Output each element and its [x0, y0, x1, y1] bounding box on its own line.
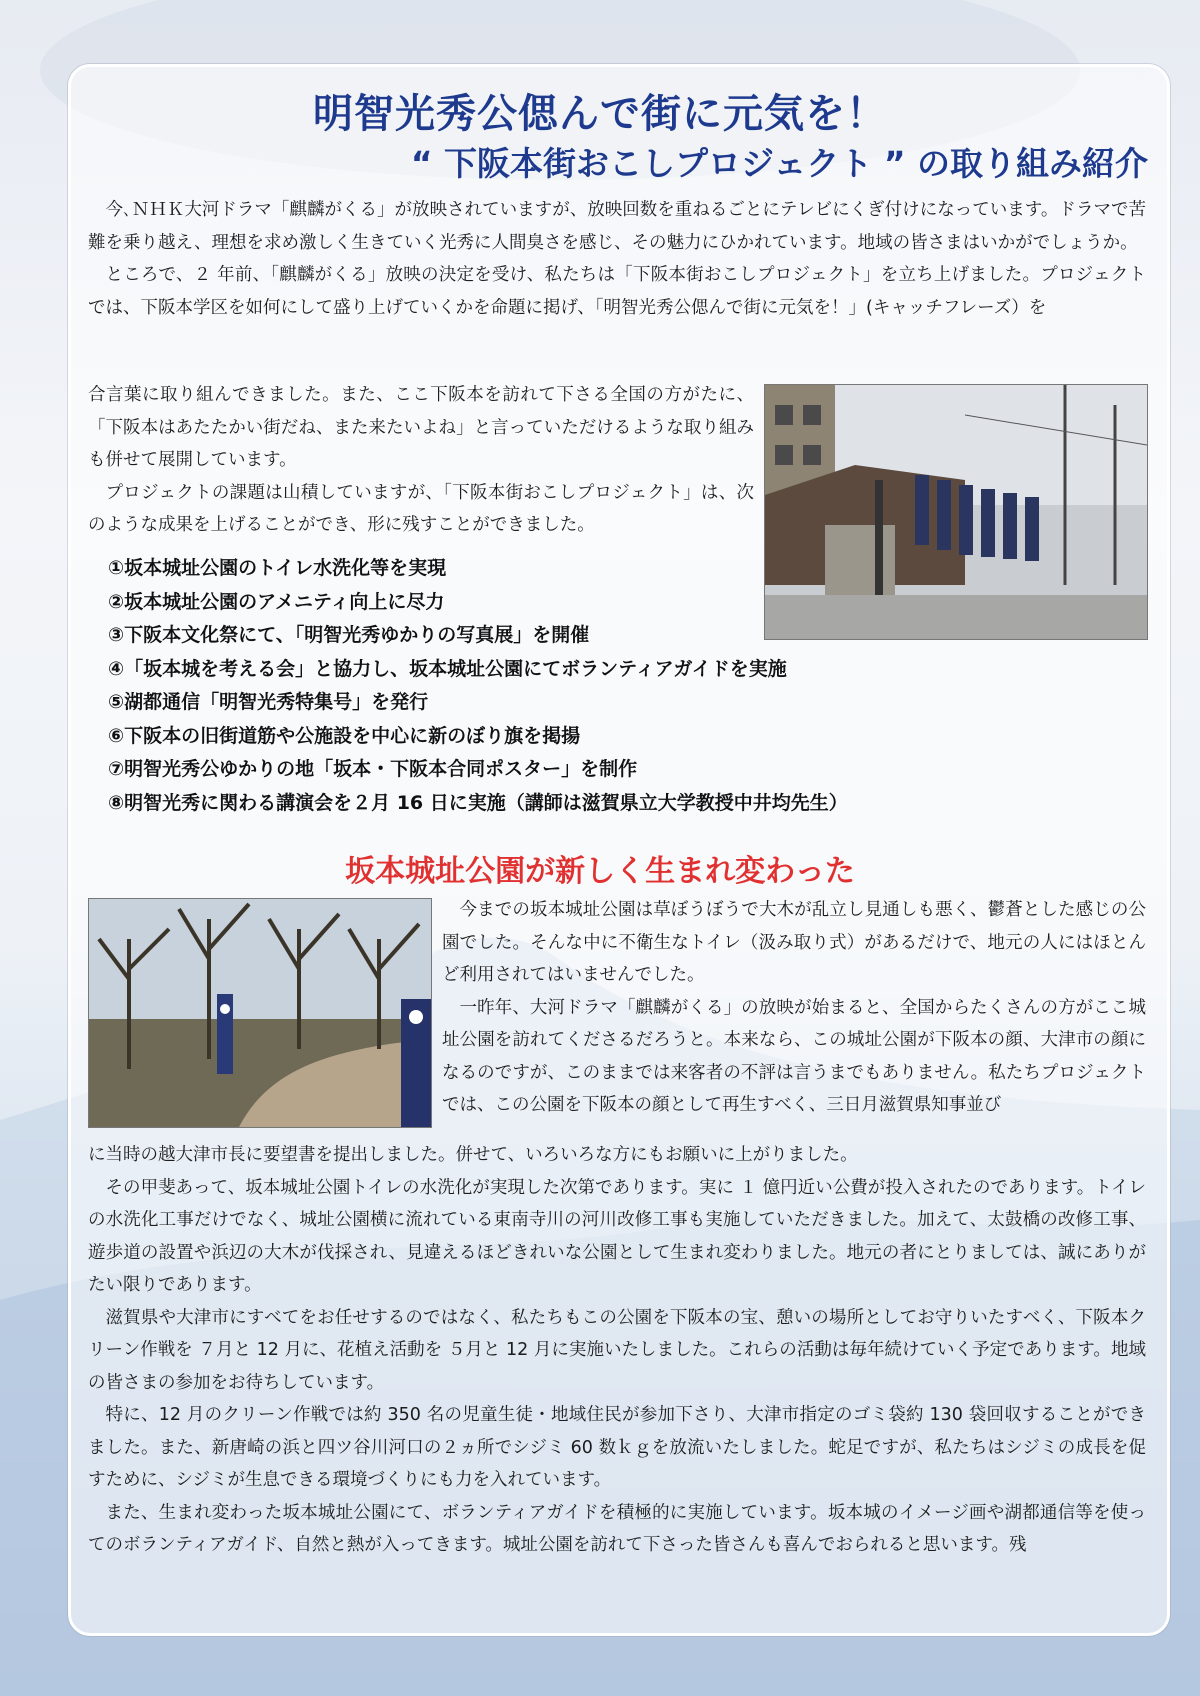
section-paragraph-5: 特に、12 月のクリーン作戦では約 350 名の児童生徒・地域住民が参加下さり、大津市指定のゴミ袋約 130 袋回収することができました。また、新唐崎の浜と四ツ谷川河口の２ヵ所でシジミ 60 数ｋｇを放流いたしました。蛇足ですが、私たちはシジミの成長を促すために、シジミが生息できる環境づくりにも力を入れています。 — [88, 1405, 1146, 1490]
section-text-full — [88, 1139, 1146, 1562]
section-paragraph-2-continued: に当時の越大津市長に要望書を提出しました。併せて、いろいろな方にもお願いに上がりました。 — [88, 1145, 858, 1165]
section-paragraph-4: 滋賀県や大津市にすべてをお任せするのではなく、私たちもこの公園を下阪本の宝、憩いの場所としてお守りいたすべく、下阪本クリーン作戦を ７月と 12 月に、花植え活動を ５月と 12 月に実施いたしました。これらの活動は毎年続けていく予定であります。地域の皆さまの参加をお待ちしています。 — [88, 1307, 1146, 1393]
section-paragraph-2: 一昨年、大河ドラマ「麒麟がくる」の放映が始まると、全国からたくさんの方がここ城址公園を訪れてくださるだろうと。本来なら、この城址公園が下阪本の顔、大津市の顔になるのですが、このままでは来客者の不評は言うまでもありません。私たちプロジェクトでは、この公園を下阪本の顔として再生すべく、三日月滋賀県知事並び — [442, 997, 1146, 1115]
achievements-list — [108, 552, 848, 820]
list-item: ⑧明智光秀に関わる講演会を２月 16 日に実施（講師は滋賀県立大学教授中井均先生） — [108, 791, 848, 814]
section-paragraph-3: その甲斐あって、坂本城址公園トイレの水洗化が実現した次第であります。実に １ 億円近い公費が投入されたのであります。トイレの水洗化工事だけでなく、城址公園横に流れている東南寺川の河川改修工事も実施していただきました。加えて、太鼓橋の改修工事、遊歩道の設置や浜辺の大木が伐採され、見違えるほどきれいな公園として生まれ変わりました。地元の者にとりましては、誠にありがたい限りであります。 — [88, 1177, 1146, 1295]
intro-text-narrow — [88, 379, 754, 542]
page-subtitle: “ 下阪本街おこしプロジェクト ” の取り組み紹介 — [410, 144, 1148, 183]
list-item: ①坂本城址公園のトイレ水洗化等を実現 — [108, 557, 447, 579]
intro-paragraph-1: 今､ＮＨＫ大河ドラマ「麒麟がくる」が放映されていますが、放映回数を重ねるごとにテレビにくぎ付けになっています。ドラマで苦難を乗り越え、理想を求め激しく生きていく光秀に人間臭さを感じ、その魅力にひかれています。地域の皆さまはいかがでしょうか。 — [88, 200, 1146, 253]
list-item: ⑦明智光秀公ゆかりの地「坂本・下阪本合同ポスター」を制作 — [108, 758, 638, 780]
section-paragraph-6: また、生まれ変わった坂本城址公園にて、ボランティアガイドを積極的に実施しています。坂本城のイメージ画や湖都通信等を使ってのボランティアガイド、自然と熱が入ってきます。城址公園を訪れて下さった皆さんも喜んでおられると思います。残 — [88, 1502, 1146, 1555]
intro-text — [88, 194, 1146, 324]
intro-paragraph-2-continued: 合言葉に取り組んできました。また、ここ下阪本を訪れて下さる全国の方がたに、「下阪本はあたたかい街だね、また来たいよね」と言っていただけるような取り組みも併せて展開しています。 — [88, 385, 754, 470]
list-item: ②坂本城址公園のアメニティ向上に尽力 — [108, 590, 445, 613]
list-item: ④「坂本城を考える会」と協力し、坂本城址公園にてボランティアガイドを実施 — [108, 657, 787, 680]
section-text-narrow — [442, 894, 1146, 1122]
section-heading: 坂本城址公園が新しく生まれ変わった — [345, 854, 855, 889]
intro-paragraph-3: プロジェクトの課題は山積していますが、「下阪本街おこしプロジェクト」は、次のような成果を上げることができ、形に残すことができました。 — [88, 482, 754, 535]
section-paragraph-1: 今までの坂本城址公園は草ぼうぼうで大木が乱立し見通しも悪く、鬱蒼とした感じの公園でした。そんな中に不衛生なトイレ（汲み取り式）があるだけで、地元の人にはほとんど利用されてはいませんでした。 — [442, 900, 1146, 985]
intro-paragraph-2: ところで、２ 年前、「麒麟がくる」放映の決定を受け、私たちは「下阪本街おこしプロジェクト」を立ち上げました。プロジェクトでは、下阪本学区を如何にして盛り上げていくかを命題に掲げ、「明智光秀公偲んで街に元気を！」(キャッチフレーズ）を — [88, 265, 1146, 318]
list-item: ⑥下阪本の旧街道筋や公施設を中心に新のぼり旗を掲揚 — [108, 724, 581, 747]
list-item: ③下阪本文化祭にて、「明智光秀ゆかりの写真展」を開催 — [108, 624, 590, 646]
park-photo — [88, 898, 432, 1128]
list-item: ⑤湖都通信「明智光秀特集号」を発行 — [108, 691, 429, 713]
page-title: 明智光秀公偲んで街に元気を！ — [313, 91, 887, 137]
